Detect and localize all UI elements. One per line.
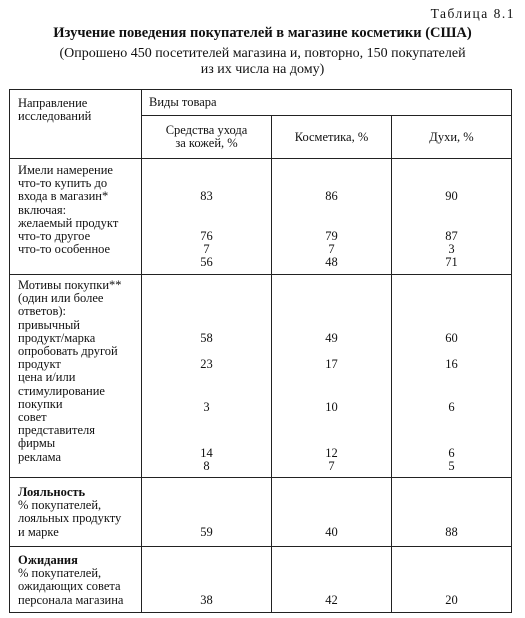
value-cell: 58 xyxy=(200,331,213,345)
section-expectations-label xyxy=(18,554,123,607)
value-cell: 86 xyxy=(325,189,338,203)
value-cell: 60 xyxy=(445,331,458,345)
value-cell: 42 xyxy=(325,593,338,607)
header-col-cosmetics: Косметика, % xyxy=(294,130,369,144)
label-line: включая: xyxy=(18,202,67,217)
value-cell: 79 xyxy=(325,229,338,243)
value-cell: 6 xyxy=(448,446,455,460)
label-line: что-то купить до xyxy=(18,176,108,191)
label-line: фирмы xyxy=(18,436,56,451)
label-line: лояльных продукту xyxy=(18,511,122,526)
table-number: Таблица 8.1 xyxy=(430,6,515,21)
subtitle-line: из их числа на дому) xyxy=(200,62,325,77)
label-line: желаемый продукт xyxy=(18,215,119,230)
value-cell: 23 xyxy=(200,357,213,371)
value-cell: 7 xyxy=(328,242,335,256)
label-line: опробовать другой xyxy=(18,344,118,359)
label-line: совет xyxy=(18,410,47,425)
value-cell: 87 xyxy=(445,229,458,243)
header-direction-line: Направление xyxy=(18,96,88,110)
header-direction-line: исследований xyxy=(18,109,92,124)
label-line: ожидающих совета xyxy=(18,579,121,594)
section-motives-label xyxy=(18,279,122,464)
label-line: привычный xyxy=(18,317,80,332)
label-line: входа в магазин* xyxy=(18,189,109,204)
value-cell: 12 xyxy=(325,446,338,460)
section-intent-label xyxy=(18,164,118,256)
row-divider xyxy=(10,158,511,159)
value-cell: 3 xyxy=(448,242,455,256)
value-cell: 6 xyxy=(448,400,455,414)
value-cell: 56 xyxy=(200,255,213,269)
header-col-line: за кожей, % xyxy=(175,136,238,151)
value-cell: 5 xyxy=(448,459,455,473)
value-cell: 49 xyxy=(325,331,338,345)
value-cell: 10 xyxy=(325,400,338,414)
label-line: стимулирование xyxy=(18,383,105,398)
label-line: Ожидания xyxy=(18,553,78,567)
label-line: ответов): xyxy=(18,304,67,319)
header-direction xyxy=(18,97,91,123)
value-cell: 7 xyxy=(328,459,335,473)
label-line: реклама xyxy=(18,449,62,464)
label-line: продукт xyxy=(18,357,61,372)
value-cell: 8 xyxy=(203,459,210,473)
label-line: Мотивы покупки** xyxy=(18,278,122,292)
section-loyalty-label xyxy=(18,486,121,539)
value-cell: 40 xyxy=(325,525,338,539)
label-line: что-то особенное xyxy=(18,242,111,257)
label-line: продукт/марка xyxy=(18,330,96,345)
table-title: Изучение поведения покупателей в магазине косметики (США) xyxy=(53,25,472,41)
value-cell: 48 xyxy=(325,255,338,269)
header-col-skincare xyxy=(142,124,271,150)
value-cell: 20 xyxy=(445,593,458,607)
value-cell: 90 xyxy=(445,189,458,203)
header-col-line: Средства ухода xyxy=(165,123,248,137)
label-line: (один или более xyxy=(18,291,104,306)
survey-table xyxy=(9,89,512,613)
label-line: персонала магазина xyxy=(18,592,124,607)
row-divider xyxy=(141,115,511,116)
row-divider xyxy=(10,274,511,275)
value-cell: 59 xyxy=(200,525,213,539)
value-cell: 3 xyxy=(203,400,210,414)
value-cell: 17 xyxy=(325,357,338,371)
label-line: Имели намерение xyxy=(18,163,113,177)
row-divider xyxy=(10,546,511,547)
value-cell: 83 xyxy=(200,189,213,203)
value-cell: 7 xyxy=(203,242,210,256)
value-cell: 16 xyxy=(445,357,458,371)
label-line: что-то другое xyxy=(18,229,91,244)
value-cell: 38 xyxy=(200,593,213,607)
value-cell: 76 xyxy=(200,229,213,243)
value-cell: 88 xyxy=(445,525,458,539)
label-line: % покупателей, xyxy=(18,566,102,581)
label-line: и марке xyxy=(18,524,59,539)
label-line: цена и/или xyxy=(18,370,76,385)
row-divider xyxy=(10,477,511,478)
header-col-perfume: Духи, % xyxy=(429,130,474,144)
label-line: % покупателей, xyxy=(18,498,102,513)
value-cell: 71 xyxy=(445,255,458,269)
table-subtitle xyxy=(0,46,525,78)
label-line: покупки xyxy=(18,396,63,411)
subtitle-line: (Опрошено 450 посетителей магазина и, повторно, 150 покупателей xyxy=(59,46,466,61)
label-line: Лояльность xyxy=(18,485,86,499)
label-line: представителя xyxy=(18,423,95,438)
header-goods: Виды товара xyxy=(149,95,217,109)
value-cell: 14 xyxy=(200,446,213,460)
